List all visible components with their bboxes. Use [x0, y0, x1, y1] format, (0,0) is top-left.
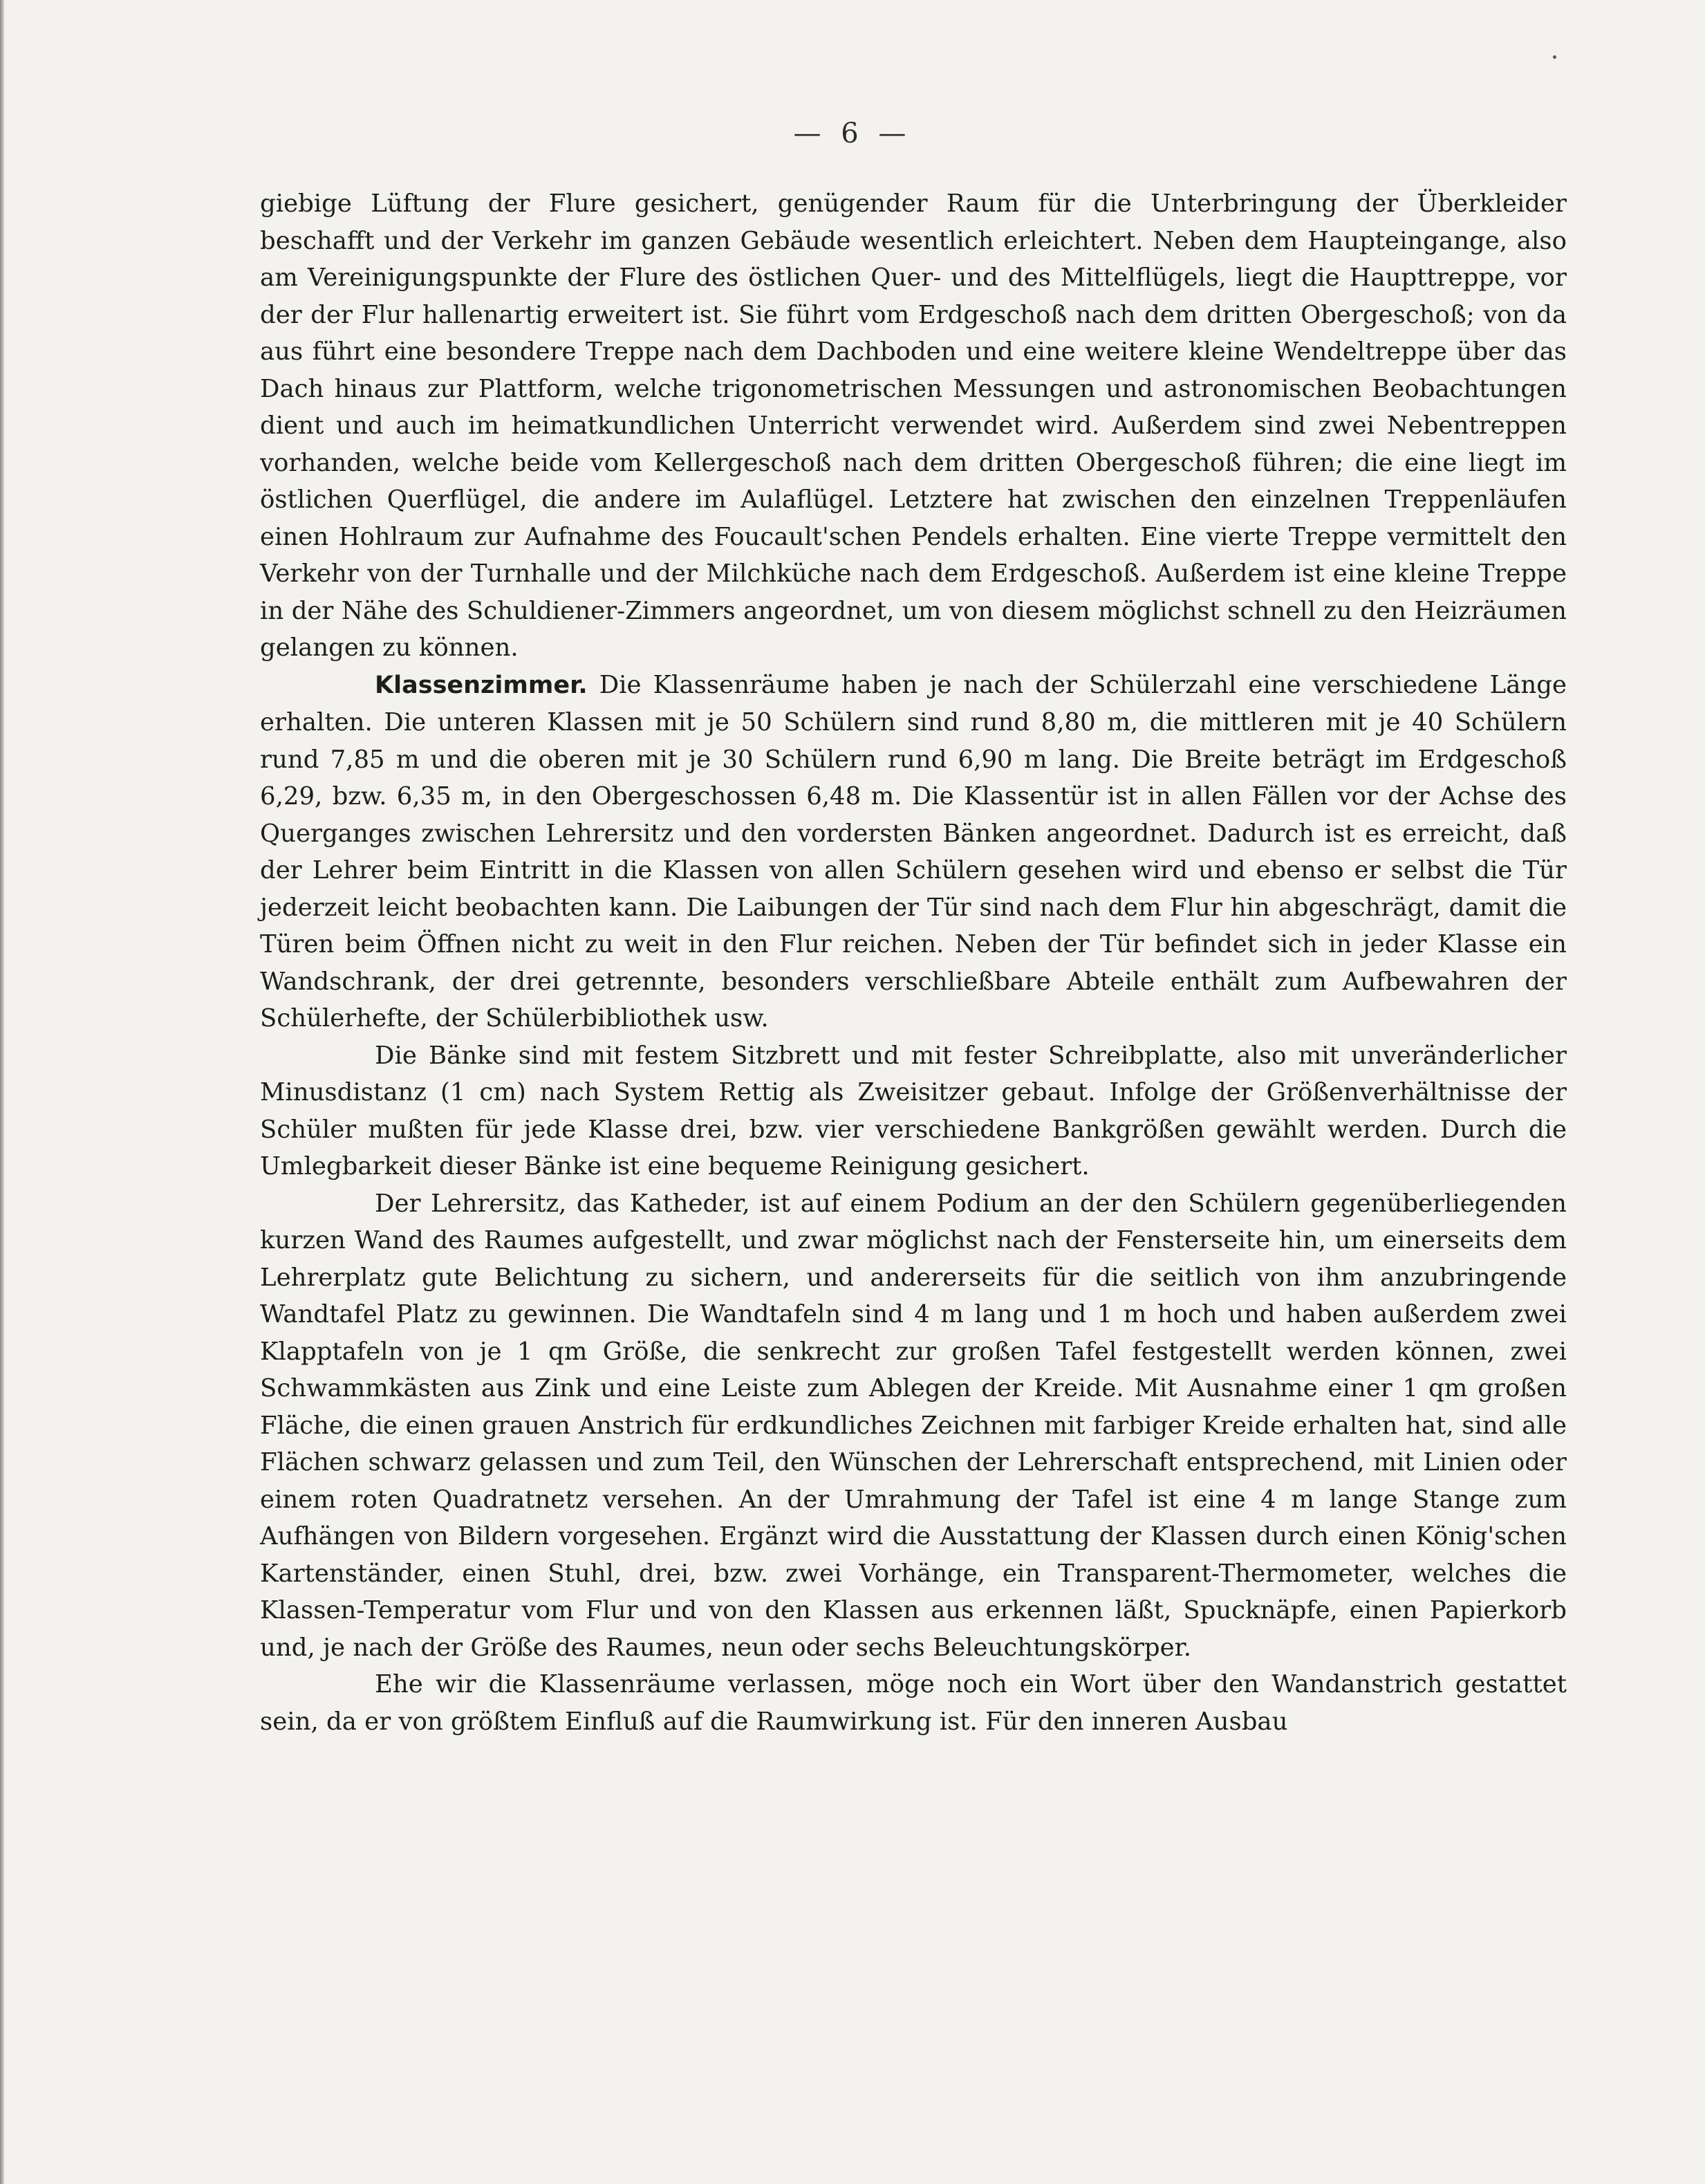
paragraph-wall-paint: Ehe wir die Klassenräume verlassen, möge noch ein Wort über den Wandanstrich gestattet sein, da er von größtem Einfluß auf die Raumwirkung ist. Für den inneren Ausbau: [260, 1670, 1567, 1736]
paragraph-benches: Die Bänke sind mit festem Sitzbrett und mit fester Schreibplatte, also mit unveränderlicher Minusdistanz (1 cm) nach System Rettig als Zweisitzer gebaut. Infolge der Größenverhältnisse der Schüler mußten für jede Klasse drei, bzw. vier verschiedene Bankgrößen gewählt werden. Durch die Umlegbarkeit dieser Bänke ist eine bequeme Reinigung gesichert.: [260, 1041, 1567, 1181]
paragraph-classrooms: [260, 667, 1567, 1037]
paragraph-stairs: giebige Lüftung der Flure gesichert, genügender Raum für die Unterbringung der Überkleider beschafft und der Verkehr im ganzen Gebäude wesentlich erleichtert. Neben dem Haupteingange, also am Vereinigungspunkte der Flure des östlichen Quer- und des Mittelflügels, liegt die Haupttreppe, vor der der Flur hallenartig erweitert ist. Sie führt vom Erdgeschoß nach dem dritten Obergeschoß; von da aus führt eine besondere Treppe nach dem Dachboden und eine weitere kleine Wendeltreppe über das Dach hinaus zur Plattform, welche trigonometrischen Messungen und astronomischen Beobachtungen dient und auch im heimatkundlichen Unterricht verwendet wird. Außerdem sind zwei Nebentreppen vorhanden, welche beide vom Kellergeschoß nach dem dritten Obergeschoß führen; die eine liegt im östlichen Querflügel, die andere im Aulaflügel. Letztere hat zwischen den einzelnen Treppenläufen einen Hohlraum zur Aufnahme des Foucault'schen Pendels erhalten. Eine vierte Treppe vermittelt den Verkehr von der Turnhalle und der Milchküche nach dem Erdgeschoß. Außerdem ist eine kleine Treppe in der Nähe des Schuldiener-Zimmers angeordnet, um von diesem möglichst schnell zu den Heizräumen gelangen zu können.: [260, 189, 1567, 662]
page-edge-shadow: [0, 0, 4, 2184]
paragraph-teacher-desk: Der Lehrersitz, das Katheder, ist auf einem Podium an der den Schülern gegenüberliegenden kurzen Wand des Raumes aufgestellt, und zwar möglichst nach der Fensterseite hin, um einerseits dem Lehrerplatz gute Belichtung zu sichern, und andererseits für die seitlich von ihm anzubringende Wandtafel Platz zu gewinnen. Die Wandtafeln sind 4 m lang und 1 m hoch und haben außerdem zwei Klapptafeln von je 1 qm Größe, die senkrecht zur großen Tafel festgestellt werden können, zwei Schwammkästen aus Zink und eine Leiste zum Ablegen der Kreide. Mit Ausnahme einer 1 qm großen Fläche, die einen grauen Anstrich für erdkundliches Zeichnen mit farbiger Kreide erhalten hat, sind alle Flächen schwarz gelassen und zum Teil, den Wünschen der Lehrerschaft entsprechend, mit Linien oder einem roten Quadratnetz versehen. An der Umrahmung der Tafel ist eine 4 m lange Stange zum Aufhängen von Bildern vorgesehen. Ergänzt wird die Ausstattung der Klassen durch einen König'schen Kartenständer, einen Stuhl, drei, bzw. zwei Vorhänge, ein Transparent-Thermometer, welches die Klassen-Temperatur vom Flur und von den Klassen aus erkennen läßt, Spucknäpfe, einen Papierkorb und, je nach der Größe des Raumes, neun oder sechs Beleuchtungskörper.: [260, 1189, 1567, 1662]
body-text: [260, 185, 1567, 1740]
section-text: Die Klassenräume haben je nach der Schülerzahl eine verschiedene Länge erhalten. Die unteren Klassen mit je 50 Schülern sind rund 8,80 m, die mittleren mit je 40 Schülern rund 7,85 m und die oberen mit je 30 Schülern rund 6,90 m lang. Die Breite beträgt im Erdgeschoß 6,29, bzw. 6,35 m, in den Obergeschossen 6,48 m. Die Klassentür ist in allen Fällen vor der Achse des Querganges zwischen Lehrersitz und den vordersten Bänken angeordnet. Dadurch ist es erreicht, daß der Lehrer beim Eintritt in die Klassen von allen Schülern gesehen wird und ebenso er selbst die Tür jederzeit leicht beobachten kann. Die Laibungen der Tür sind nach dem Flur hin abgeschrägt, damit die Türen beim Öffnen nicht zu weit in den Flur reichen. Neben der Tür befindet sich in jeder Klasse ein Wandschrank, der drei getrennte, besonders verschließbare Abteile enthält zum Aufbewahren der Schülerhefte, der Schülerbibliothek usw.: [260, 670, 1567, 1033]
section-heading-klassenzimmer: Klassenzimmer.: [375, 671, 588, 699]
page-number: — 6 —: [793, 118, 912, 149]
scan-speck: [1553, 55, 1556, 59]
